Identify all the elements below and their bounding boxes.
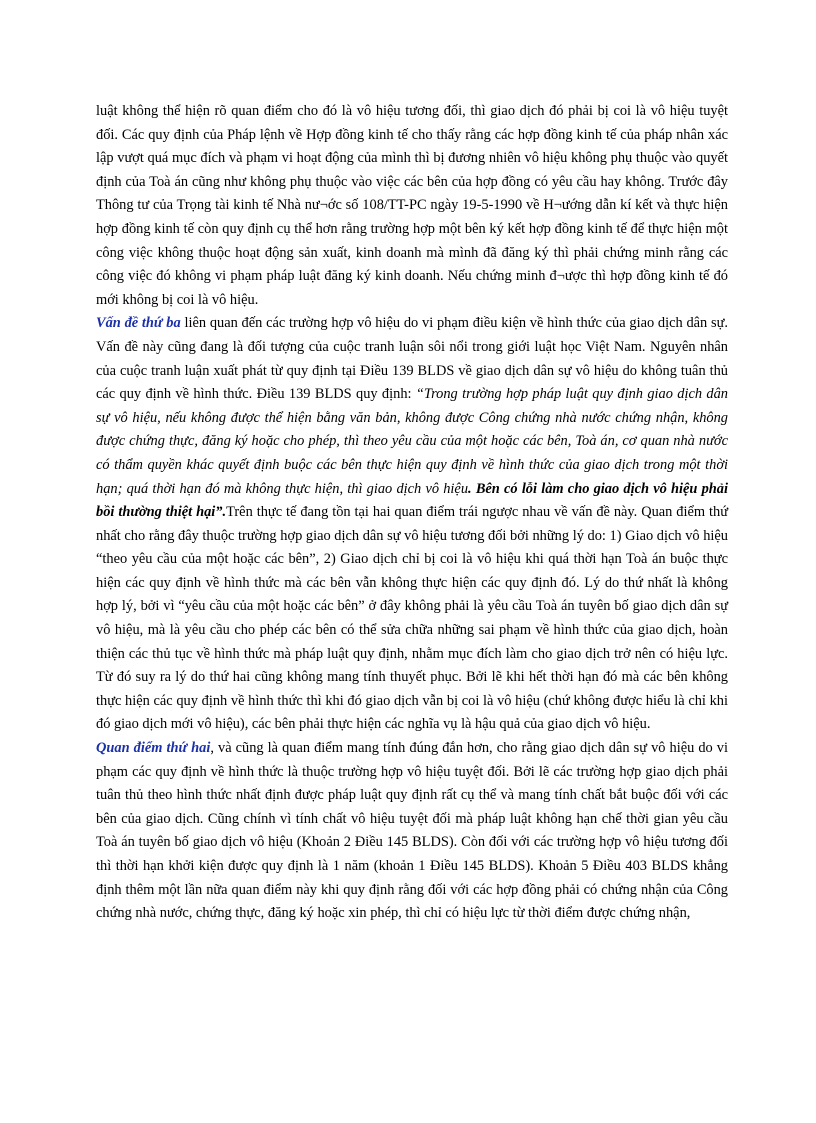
paragraph-3 [96,737,728,926]
paragraph-1: luật không thể hiện rõ quan điểm cho đó là vô hiệu tương đối, thì giao dịch đó phải bị coi là vô hiệu tuyệt đối. Các quy định của Pháp lệnh về Hợp đồng kinh tế cho thấy rằng các hợp đồng kinh tế của pháp nhân xác lập vượt quá mục đích và phạm vi hoạt động của mình thì bị đương nhiên vô hiệu không phụ thuộc vào quyết định của Toà án cũng như không phụ thuộc vào việc các bên của hợp đồng có yêu cầu hay không. Trước đây Thông tư của Trọng tài kinh tế Nhà nư¬ớc số 108/TT-PC ngày 19-5-1990 về H¬ướng dẫn kí kết và thực hiện hợp đồng kinh tế còn quy định cụ thể hơn rằng trường hợp một bên ký kết hợp đồng kinh tế để thực hiện một công việc không thuộc hoạt động sản xuất, kinh doanh mà mình đã đăng ký thì phải chứng minh rằng các công việc đó không vi phạm pháp luật đăng ký kinh doanh. Nếu chứng minh đ¬ược thì hợp đồng kinh tế đó mới không bị coi là vô hiệu. [96,103,728,308]
document-body [96,100,728,926]
paragraph-2-intro: liên quan đến các trường hợp vô hiệu do vi phạm điều kiện về hình thức của giao dịch dân sự. Vấn đề này cũng đang là đối tượng của cuộc tranh luận sôi nổi trong giới luật học Việt Nam. Nguyên nhân của cuộc tranh luận xuất phát từ quy định tại Điều 139 BLDS về giao dịch dân sự vô hiệu do không tuân thủ các quy định về hình thức. Điều 139 BLDS quy định: [96,315,728,403]
paragraph-3-rest: , và cũng là quan điểm mang tính đúng đắn hơn, cho rằng giao dịch dân sự vô hiệu do vi phạm các quy định về hình thức là thuộc trường hợp vô hiệu tuyệt đối. Bởi lẽ các trường hợp giao dịch phải tuân thủ theo hình thức nhất định được pháp luật quy định rất cụ thể và mang tính chất bắt buộc đối với các bên của giao dịch. Cũng chính vì tính chất vô hiệu tuyệt đối mà pháp luật không hạn chế thời gian yêu cầu Toà án tuyên bố giao dịch vô hiệu (Khoản 2 Điều 145 BLDS). Còn đối với các trường hợp vô hiệu tương đối thì thời hạn khởi kiện được quy định là 1 năm (khoản 1 Điều 145 BLDS). Khoản 5 Điều 403 BLDS khẳng định thêm một lần nữa quan điểm này khi quy định rằng đối với các hợp đồng phải có chứng nhận của Công chứng nhà nước, chứng thực, đăng ký hoặc xin phép, thì chỉ có hiệu lực từ thời điểm được chứng nhận, [96,740,728,922]
paragraph-2 [96,312,728,737]
heading-second-view: Quan điểm thứ hai [96,740,211,757]
article-139-quote: “Trong trường hợp pháp luật quy định giao dịch dân sự vô hiệu, nếu không được thể hiện bằng văn bản, không được Công chứng nhà nước chứng nhận, không được chứng thực, đăng ký hoặc cho phép, thì theo yêu cầu của một hoặc các bên, Toà án, cơ quan nhà nước có thẩm quyền khác quyết định buộc các bên thực hiện quy định về hình thức của giao dịch trong một thời hạn; quá thời hạn đó mà không thực hiện, thì giao dịch vô hiệu [96,386,728,497]
heading-third-issue: Vấn đề thứ ba [96,315,181,332]
paragraph-2-rest: Trên thực tế đang tồn tại hai quan điểm trái ngược nhau về vấn đề này. Quan điểm thứ nhất cho rằng đây thuộc trường hợp giao dịch dân sự vô hiệu tương đối bởi những lý do: 1) Giao dịch vô hiệu “theo yêu cầu của một hoặc các bên”, 2) Giao dịch chỉ bị coi là vô hiệu khi quá thời hạn Toà án buộc thực hiện các quy định về hình thức mà các bên vẫn không thực hiện các quy định đó. Lý do thứ nhất là không hợp lý, bởi vì “yêu cầu của một hoặc các bên” ở đây không phải là yêu cầu Toà án tuyên bố giao dịch dân sự vô hiệu, mà là yêu cầu cho phép các bên có thể sửa chữa những sai phạm về hình thức của giao dịch, hoàn thiện các thủ tục về hình thức mà pháp luật quy định, nhằm mục đích làm cho giao dịch trở nên có hiệu lực. Từ đó suy ra lý do thứ hai cũng không mang tính thuyết phục. Bởi lẽ khi hết thời hạn đó mà các bên không thực hiện các quy định về hình thức thì khi đó giao dịch vẫn bị coi là vô hiệu (chứ không được hiểu là chỉ khi đó giao dịch mới vô hiệu), các bên phải thực hiện các nghĩa vụ là hậu quả của giao dịch vô hiệu. [96,504,728,733]
article-139-quote-end: . Bên có lỗi làm cho giao dịch vô hiệu phải bồi thường thiệt hại”. [96,480,728,521]
